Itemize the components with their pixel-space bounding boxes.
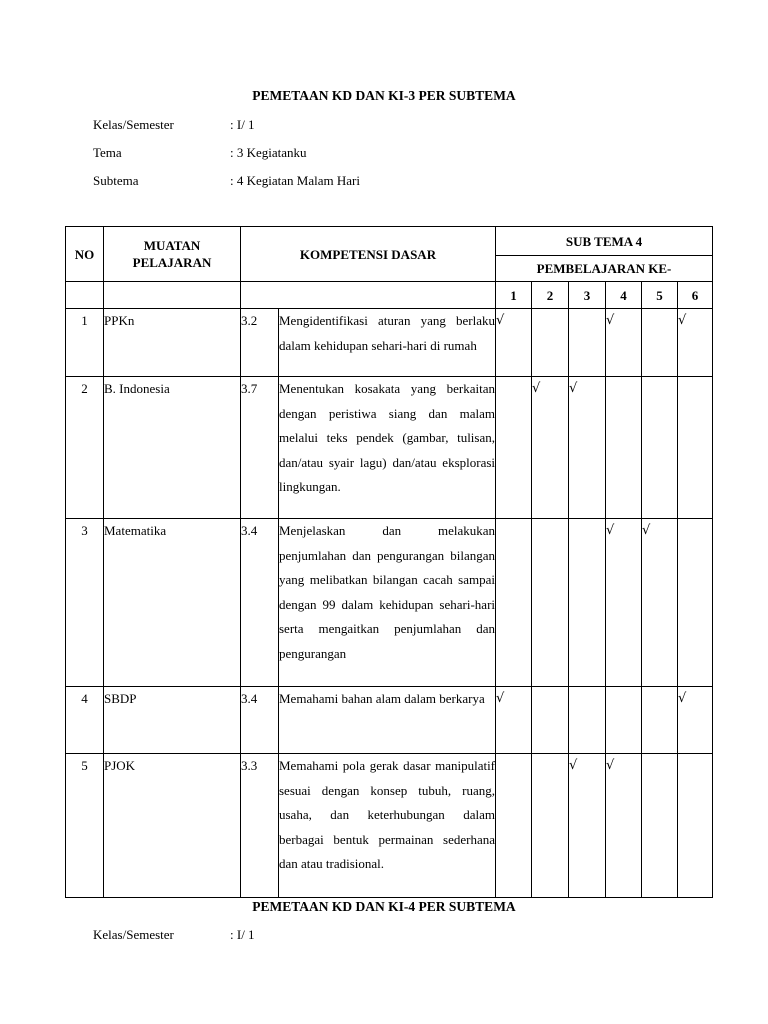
header-pembelajaran-6: 6: [678, 282, 713, 309]
row-kd-number: 3.7: [241, 377, 279, 519]
check-mark-icon: √: [678, 691, 687, 706]
check-cell: [642, 687, 678, 754]
row-subject: PPKn: [104, 309, 241, 377]
check-cell: [642, 309, 678, 377]
check-cell: [606, 687, 642, 754]
meta-label-kelas-2: Kelas/Semester: [93, 927, 174, 942]
table-row: [66, 519, 713, 687]
row-no: 3: [66, 519, 104, 687]
check-cell: [496, 519, 532, 687]
row-kd-number: 3.4: [241, 687, 279, 754]
check-cell: [532, 309, 569, 377]
table-row: [66, 309, 713, 377]
header-pembelajaran-4: 4: [606, 282, 642, 309]
check-mark-icon: √: [532, 381, 541, 396]
check-cell: [678, 377, 713, 519]
check-cell: [532, 754, 569, 898]
row-kd-number: 3.3: [241, 754, 279, 898]
check-cell: [642, 519, 678, 687]
check-cell: [642, 377, 678, 519]
row-no: 1: [66, 309, 104, 377]
table-row: [66, 687, 713, 754]
check-cell: [678, 687, 713, 754]
check-cell: [496, 754, 532, 898]
check-cell: [678, 519, 713, 687]
check-cell: [642, 754, 678, 898]
check-cell: [496, 687, 532, 754]
header-pembelajaran: PEMBELAJARAN KE-: [496, 256, 713, 282]
meta-value-subtema: : 4 Kegiatan Malam Hari: [230, 173, 360, 188]
check-cell: [606, 754, 642, 898]
row-subject: SBDP: [104, 687, 241, 754]
header-spacer-kompetensi: [241, 282, 496, 309]
check-cell: [569, 377, 606, 519]
header-pembelajaran-1: 1: [496, 282, 532, 309]
check-cell: [532, 687, 569, 754]
check-cell: [496, 309, 532, 377]
header-kompetensi: KOMPETENSI DASAR: [241, 227, 496, 282]
check-mark-icon: √: [606, 313, 615, 328]
header-spacer-no: [66, 282, 104, 309]
row-kd-description: Memahami pola gerak dasar manipulatif sesuai dengan konsep tubuh, ruang, usaha, dan keterhubungan dalam berbagai bentuk permainan sederhana dan atau tradisional.: [279, 754, 496, 898]
page-title-ki3: PEMETAAN KD DAN KI-3 PER SUBTEMA: [252, 88, 516, 103]
check-cell: [569, 309, 606, 377]
header-subtema: SUB TEMA 4: [496, 227, 713, 256]
row-kd-description: Menjelaskan dan melakukan penjumlahan dan pengurangan bilangan yang melibatkan bilangan cacah sampai dengan 99 dalam kehidupan sehari-hari serta mengaitkan penjumlahan dan pengurangan: [279, 519, 496, 687]
check-mark-icon: √: [606, 758, 615, 773]
row-no: 4: [66, 687, 104, 754]
check-cell: [532, 519, 569, 687]
meta-label-tema: Tema: [93, 145, 122, 160]
header-pembelajaran-5: 5: [642, 282, 678, 309]
meta-label-subtema: Subtema: [93, 173, 139, 188]
meta-value-kelas: : I/ 1: [230, 117, 255, 132]
row-subject: PJOK: [104, 754, 241, 898]
header-muatan: MUATAN PELAJARAN: [104, 227, 241, 282]
check-cell: [678, 754, 713, 898]
meta-label-kelas: Kelas/Semester: [93, 117, 174, 132]
header-spacer-muatan: [104, 282, 241, 309]
check-mark-icon: √: [606, 523, 615, 538]
check-mark-icon: √: [496, 313, 505, 328]
check-cell: [678, 309, 713, 377]
header-pembelajaran-3: 3: [569, 282, 606, 309]
check-cell: [569, 687, 606, 754]
kd-mapping-table: [65, 226, 713, 898]
check-cell: [606, 309, 642, 377]
row-kd-number: 3.2: [241, 309, 279, 377]
check-cell: [606, 377, 642, 519]
meta-value-kelas-2: : I/ 1: [230, 927, 255, 942]
header-no: NO: [66, 227, 104, 282]
check-cell: [569, 754, 606, 898]
meta-value-tema: : 3 Kegiatanku: [230, 145, 307, 160]
header-pembelajaran-2: 2: [532, 282, 569, 309]
row-no: 5: [66, 754, 104, 898]
page-title-ki4: PEMETAAN KD DAN KI-4 PER SUBTEMA: [252, 899, 516, 914]
check-cell: [569, 519, 606, 687]
row-subject: B. Indonesia: [104, 377, 241, 519]
table-row: [66, 754, 713, 898]
row-kd-description: Menentukan kosakata yang berkaitan dengan peristiwa siang dan malam melalui teks pendek (gambar, tulisan, dan/atau syair lagu) dan/atau eksplorasi lingkungan.: [279, 377, 496, 519]
row-no: 2: [66, 377, 104, 519]
row-kd-number: 3.4: [241, 519, 279, 687]
check-mark-icon: √: [642, 523, 651, 538]
row-kd-description: Memahami bahan alam dalam berkarya: [279, 687, 496, 754]
table-row: [66, 377, 713, 519]
row-kd-description: Mengidentifikasi aturan yang berlaku dalam kehidupan sehari-hari di rumah: [279, 309, 496, 377]
row-subject: Matematika: [104, 519, 241, 687]
check-cell: [606, 519, 642, 687]
check-cell: [496, 377, 532, 519]
check-mark-icon: √: [569, 758, 578, 773]
check-mark-icon: √: [569, 381, 578, 396]
check-mark-icon: √: [678, 313, 687, 328]
check-mark-icon: √: [496, 691, 505, 706]
check-cell: [532, 377, 569, 519]
